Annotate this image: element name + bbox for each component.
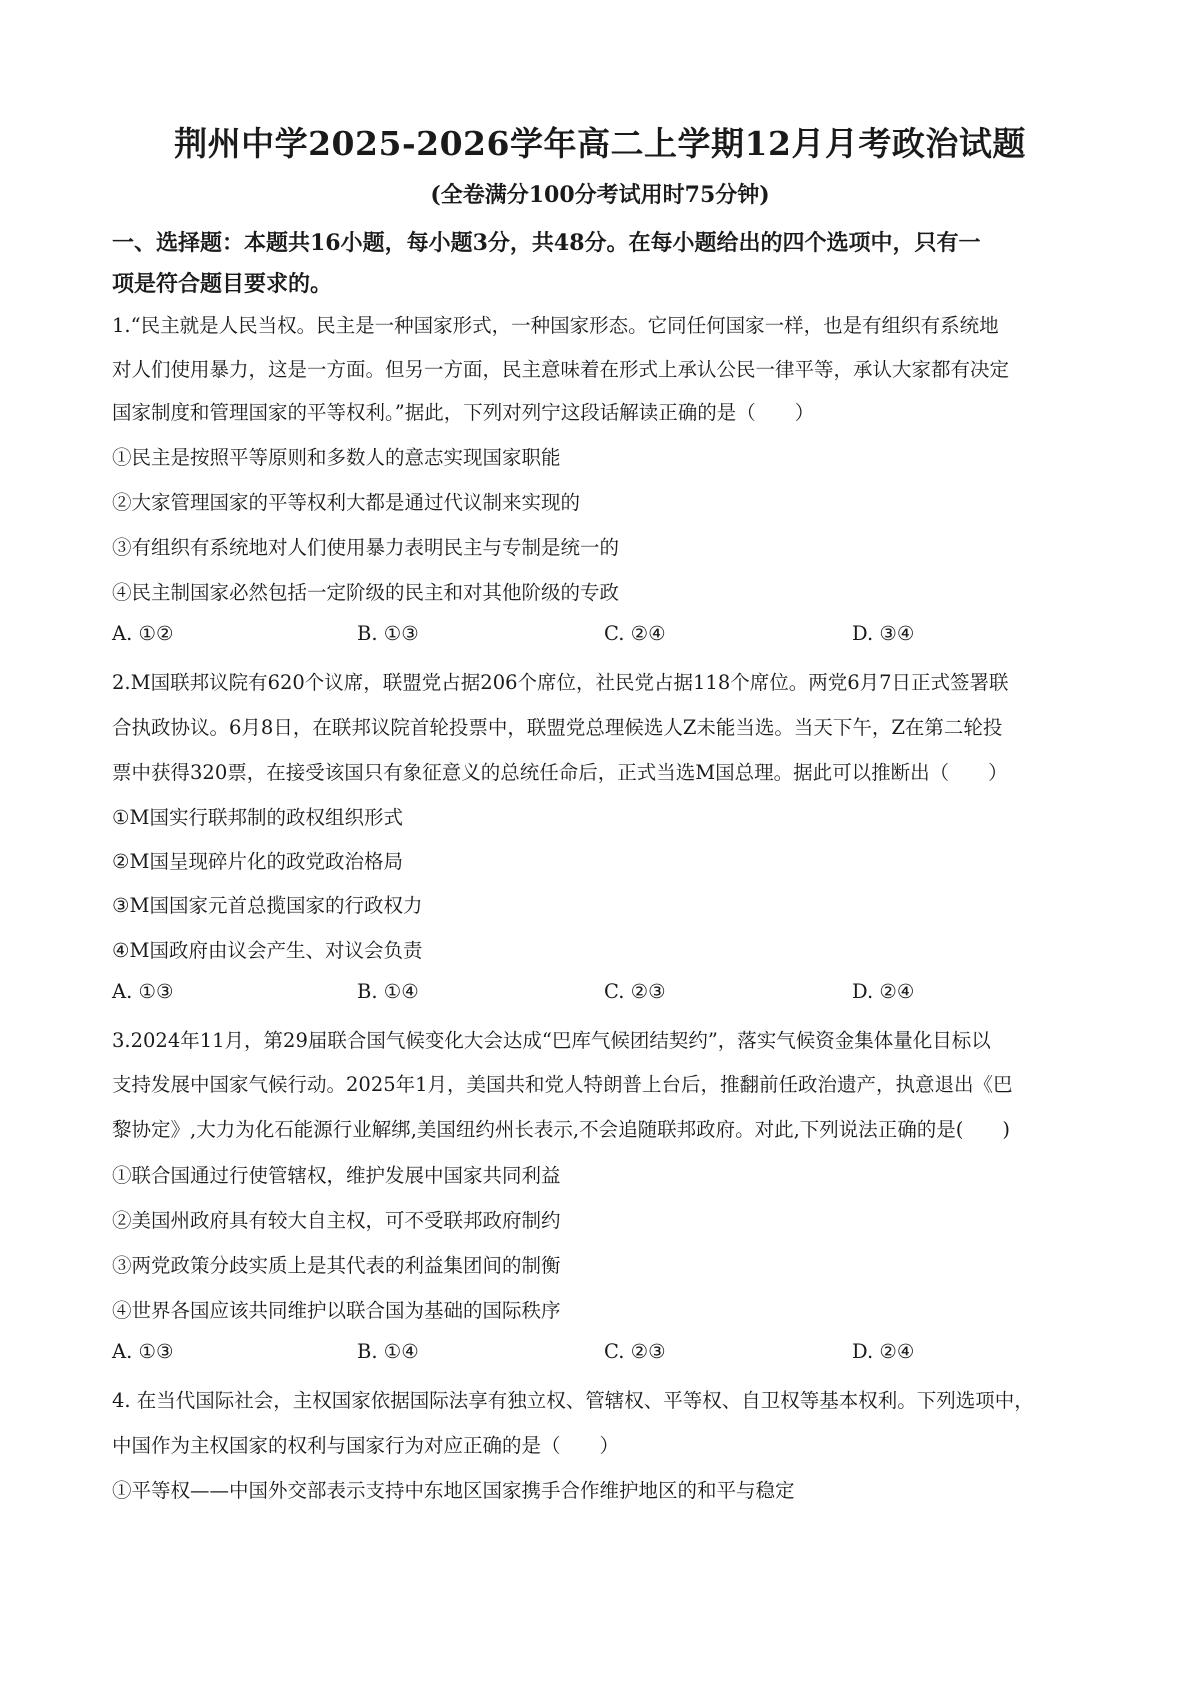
q1-stem-line: 对人们使用暴力，这是一方面。但另一方面，民主意味着在形式上承认公民一律平等，承认大家都有决定 <box>112 358 1010 381</box>
q1-item: ①民主是按照平等原则和多数人的意志实现国家职能 <box>112 446 561 469</box>
q4-stem-line: 4. 在当代国际社会，主权国家依据国际法享有独立权、管辖权、平等权、自卫权等基本权利。下列选项中， <box>112 1389 1034 1412</box>
q2-option-b: B. ①④ <box>357 980 419 1003</box>
q1-stem-line: 国家制度和管理国家的平等权利。”据此，下列对列宁这段话解读正确的是（ ） <box>112 401 815 424</box>
q2-options <box>112 980 1102 1010</box>
q3-option-c: C. ②③ <box>604 1340 666 1363</box>
q3-item: ③两党政策分歧实质上是其代表的利益集团间的制衡 <box>112 1254 561 1277</box>
q1-option-c: C. ②④ <box>604 622 666 645</box>
q2-item: ③M国国家元首总揽国家的行政权力 <box>112 894 423 917</box>
q3-item: ②美国州政府具有较大自主权，可不受联邦政府制约 <box>112 1209 561 1232</box>
q2-item: ①M国实行联邦制的政权组织形式 <box>112 806 403 829</box>
q3-options <box>112 1340 1102 1370</box>
q1-option-a: A. ①② <box>112 622 174 645</box>
q2-stem-line: 票中获得320票，在接受该国只有象征意义的总统任命后，正式当选M国总理。据此可以推断出（ ） <box>112 761 1008 784</box>
q2-stem-line: 2.M国联邦议院有620个议席，联盟党占据206个席位，社民党占据118个席位。两党6月7日正式签署联 <box>112 671 1009 694</box>
q3-stem-line: 黎协定》,大力为化石能源行业解绑,美国纽约州长表示,不会追随联邦政府。对此,下列说法正确的是( ) <box>112 1118 1011 1141</box>
q3-option-a: A. ①③ <box>112 1340 174 1363</box>
q3-item: ④世界各国应该共同维护以联合国为基础的国际秩序 <box>112 1299 561 1322</box>
q1-options <box>112 622 1102 652</box>
q4-stem-line: 中国作为主权国家的权利与国家行为对应正确的是（ ） <box>112 1434 620 1457</box>
q1-item: ②大家管理国家的平等权利大都是通过代议制来实现的 <box>112 491 581 514</box>
q3-stem-line: 支持发展中国家气候行动。2025年1月，美国共和党人特朗普上台后，推翻前任政治遗产，执意退出《巴 <box>112 1073 1013 1096</box>
section-heading-line1: 一、选择题：本题共16小题，每小题3分，共48分。在每小题给出的四个选项中，只有一 <box>112 230 981 256</box>
q3-stem-line: 3.2024年11月，第29届联合国气候变化大会达成“巴库气候团结契约”，落实气候资金集体量化目标以 <box>112 1029 991 1052</box>
q1-stem-line: 1.“民主就是人民当权。民主是一种国家形式，一种国家形态。它同任何国家一样，也是有组织有系统地 <box>112 314 999 337</box>
q1-item: ④民主制国家必然包括一定阶级的民主和对其他阶级的专政 <box>112 581 620 604</box>
q4-item: ①平等权——中国外交部表示支持中东地区国家携手合作维护地区的和平与稳定 <box>112 1479 795 1502</box>
q3-option-b: B. ①④ <box>357 1340 419 1363</box>
q2-option-a: A. ①③ <box>112 980 174 1003</box>
q2-item: ②M国呈现碎片化的政党政治格局 <box>112 850 403 873</box>
q2-item: ④M国政府由议会产生、对议会负责 <box>112 939 423 962</box>
q2-option-d: D. ②④ <box>852 980 915 1003</box>
q2-stem-line: 合执政协议。6月8日，在联邦议院首轮投票中，联盟党总理候选人Z未能当选。当天下午，Z在第二轮投 <box>112 716 1003 739</box>
q2-option-c: C. ②③ <box>604 980 666 1003</box>
q3-item: ①联合国通过行使管辖权，维护发展中国家共同利益 <box>112 1164 561 1187</box>
q3-option-d: D. ②④ <box>852 1340 915 1363</box>
q1-option-b: B. ①③ <box>357 622 419 645</box>
page-title: 荆州中学2025-2026学年高二上学期12月月考政治试题 <box>174 124 1026 163</box>
section-heading-line2: 项是符合题目要求的。 <box>112 271 333 297</box>
q1-option-d: D. ③④ <box>852 622 915 645</box>
q1-item: ③有组织有系统地对人们使用暴力表明民主与专制是统一的 <box>112 536 620 559</box>
page-subtitle: (全卷满分100分考试用时75分钟) <box>430 182 770 208</box>
